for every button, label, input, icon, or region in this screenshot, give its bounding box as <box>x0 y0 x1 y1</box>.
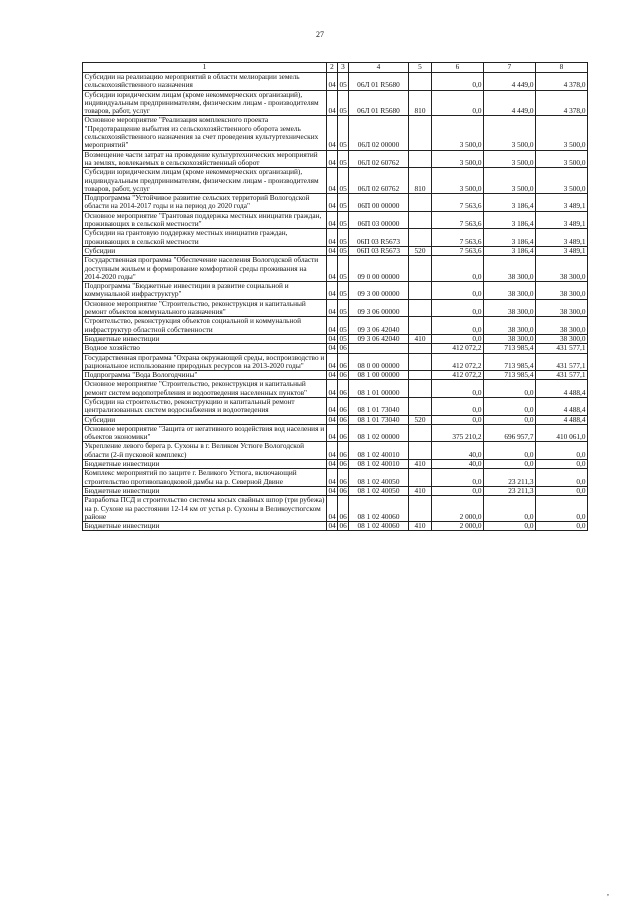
row-name: Субсидии юридическим лицам (кроме некоммерческих организаций), индивидуальным предпринимателям, физическим лицам - производителям товаров, работ, услуг <box>83 168 327 194</box>
row-name: Субсидии на реализацию мероприятий в области мелиорации земель сельскохозяйственного назначения <box>83 73 327 91</box>
row-subsection-code: 05 <box>339 334 347 343</box>
table-row <box>83 460 588 469</box>
row-amount-year2: 3 500,0 <box>484 168 536 194</box>
row-amount-year2: 696 957,7 <box>484 424 536 442</box>
row-amount-year3: 3 500,0 <box>536 150 588 168</box>
row-target-code: 06Л 02 60762 <box>349 150 409 168</box>
row-section-code: 04 <box>327 353 338 371</box>
row-target-code: 09 3 00 00000 <box>349 282 409 300</box>
row-expense-type: 410 <box>409 522 432 531</box>
table-row <box>83 353 588 371</box>
row-amount-year1: 0,0 <box>432 380 484 398</box>
row-section-code: 04 <box>327 211 338 229</box>
row-amount-year1: 0,0 <box>432 486 484 495</box>
row-amount-year1: 0,0 <box>432 73 484 91</box>
row-amount-year2: 0,0 <box>484 397 536 415</box>
row-expense-type <box>409 469 432 487</box>
row-section-code: 04 <box>327 194 338 212</box>
row-target-code: 06Л 01 R5680 <box>349 73 409 91</box>
row-expense-type <box>409 397 432 415</box>
row-amount-year2: 0,0 <box>484 415 536 424</box>
row-amount-year1: 0,0 <box>432 415 484 424</box>
row-target-code: 08 1 02 40010 <box>349 442 409 460</box>
row-section-code: 04 <box>327 90 338 116</box>
row-amount-year2: 23 211,3 <box>484 486 536 495</box>
row-amount-year3: 0,0 <box>536 522 588 531</box>
table-row <box>83 256 588 282</box>
row-name: Субсидии на грантовую поддержку местных инициатив граждан, проживающих в сельской местности <box>83 229 327 247</box>
row-amount-year1: 412 072,2 <box>432 344 484 353</box>
row-amount-year3: 431 577,1 <box>536 353 588 371</box>
row-section-code: 04 <box>328 334 336 343</box>
row-subsection-code: 06 <box>338 496 349 522</box>
row-amount-year1: 3 500,0 <box>432 150 484 168</box>
row-subsection-code: 05 <box>338 116 349 150</box>
budget-table <box>82 62 588 531</box>
row-amount-year3: 3 500,0 <box>536 168 588 194</box>
row-target-code: 08 1 02 00000 <box>349 424 409 442</box>
column-header: 7 <box>484 63 536 73</box>
row-target-code: 09 3 06 00000 <box>349 299 409 317</box>
row-amount-year1: 7 563,6 <box>432 194 484 212</box>
row-amount-year2: 38 300,0 <box>484 256 536 282</box>
row-amount-year2: 0,0 <box>484 522 536 531</box>
row-amount-year1: 2 000,0 <box>432 496 484 522</box>
row-target-code: 08 1 01 73040 <box>349 397 409 415</box>
row-subsection-code: 06 <box>339 343 347 353</box>
row-expense-type <box>409 229 432 247</box>
row-amount-year3: 0,0 <box>536 486 588 495</box>
row-expense-type: 810 <box>409 90 432 116</box>
row-amount-year1: 0,0 <box>432 282 484 300</box>
row-target-code: 06Л 01 R5680 <box>349 90 409 116</box>
row-amount-year1: 40,0 <box>432 460 484 469</box>
row-name: Основное мероприятие "Реализация комплексного проекта "Предотвращение выбытия из сельскохозяйственного оборота земель сельскохозяйственного назначения за счет проведения культуртехнических мероприятий" <box>83 116 327 150</box>
row-name: Бюджетные инвестиции <box>83 460 327 469</box>
table-row <box>83 299 588 317</box>
row-section-code: 04 <box>327 397 338 415</box>
row-section-code: 04 <box>327 380 338 398</box>
table-row <box>83 522 588 531</box>
row-section-code: 04 <box>328 246 336 255</box>
row-amount-year2: 713 985,4 <box>484 371 536 380</box>
table-row <box>83 194 588 212</box>
row-subsection-code: 05 <box>338 211 349 229</box>
row-expense-type: 810 <box>409 168 432 194</box>
row-target-code: 06П 03 R5673 <box>349 246 409 255</box>
row-target-code: 08 1 01 73040 <box>349 415 409 424</box>
row-expense-type <box>409 256 432 282</box>
row-amount-year3: 0,0 <box>536 442 588 460</box>
row-amount-year3: 38 300,0 <box>536 334 588 343</box>
row-subsection-code: 06 <box>338 353 349 371</box>
row-section-code: 04 <box>327 299 338 317</box>
row-target-code: 09 3 06 42040 <box>349 317 409 335</box>
table-row <box>83 73 588 91</box>
table-row <box>83 116 588 150</box>
row-amount-year1: 40,0 <box>432 442 484 460</box>
row-amount-year2: 4 449,0 <box>484 90 536 116</box>
row-name: Подпрограмма "Бюджетные инвестиции в развитие социальной и коммунальной инфраструктур" <box>83 282 327 300</box>
row-amount-year2: 3 500,0 <box>484 150 536 168</box>
table-row <box>83 380 588 398</box>
row-expense-type: 410 <box>409 486 432 495</box>
column-header: 8 <box>536 63 588 73</box>
row-target-code: 06Л 02 60762 <box>349 168 409 194</box>
row-name: Субсидии <box>83 415 327 424</box>
row-section-code: 04 <box>327 116 338 150</box>
row-amount-year2: 38 300,0 <box>484 282 536 300</box>
row-subsection-code: 05 <box>338 282 349 300</box>
row-name: Субсидии на строительство, реконструкцию и капитальный ремонт централизованных систем водоснабжения и водоотведения <box>83 397 327 415</box>
page-number: 27 <box>316 30 324 39</box>
row-amount-year3: 4 488,4 <box>536 380 588 398</box>
row-amount-year2: 0,0 <box>484 442 536 460</box>
row-subsection-code: 05 <box>338 168 349 194</box>
row-target-code: 08 1 02 40060 <box>349 522 409 531</box>
row-subsection-code: 06 <box>338 397 349 415</box>
row-amount-year2: 3 186,4 <box>484 211 536 229</box>
row-amount-year3: 3 489,1 <box>536 246 588 255</box>
row-amount-year1: 0,0 <box>432 299 484 317</box>
table-row <box>83 168 588 194</box>
row-subsection-code: 05 <box>338 299 349 317</box>
row-target-code: 08 1 02 40060 <box>349 496 409 522</box>
row-amount-year3: 38 300,0 <box>536 256 588 282</box>
row-amount-year2: 4 449,0 <box>484 73 536 91</box>
column-header: 4 <box>349 63 409 73</box>
row-amount-year1: 0,0 <box>432 317 484 335</box>
row-amount-year1: 3 500,0 <box>432 116 484 150</box>
column-header: 6 <box>432 63 484 73</box>
row-target-code: 06Л 02 00000 <box>349 116 409 150</box>
row-expense-type <box>409 150 432 168</box>
row-section-code: 04 <box>327 282 338 300</box>
table-row <box>83 442 588 460</box>
row-target-code: 08 1 01 00000 <box>349 380 409 398</box>
table-row <box>83 486 588 495</box>
row-expense-type <box>409 194 432 212</box>
row-section-code: 04 <box>328 343 336 353</box>
row-amount-year2: 3 186,4 <box>484 194 536 212</box>
row-amount-year2: 23 211,3 <box>484 469 536 487</box>
row-section-code: 04 <box>328 370 336 380</box>
row-section-code: 04 <box>327 496 338 522</box>
row-subsection-code: 05 <box>338 317 349 335</box>
row-amount-year1: 375 210,2 <box>432 424 484 442</box>
column-header: 2 <box>327 63 338 73</box>
row-subsection-code: 06 <box>339 459 347 469</box>
row-amount-year3: 3 489,1 <box>536 211 588 229</box>
row-amount-year2: 0,0 <box>484 460 536 469</box>
row-section-code: 04 <box>328 459 336 469</box>
scan-mark: , <box>607 888 609 897</box>
row-section-code: 04 <box>327 168 338 194</box>
row-name: Основное мероприятие "Грантовая поддержка местных инициатив граждан, проживающих в сельской местности" <box>83 211 327 229</box>
row-amount-year2: 713 985,4 <box>484 344 536 353</box>
row-section-code: 04 <box>327 150 338 168</box>
row-expense-type <box>409 344 432 353</box>
row-name: Разработка ПСД и строительство системы косых свайных шпор (три рубежа) на р. Сухоне на расстоянии 12-14 км от устья р. Сухоны в Великоустюгском районе <box>83 496 327 522</box>
table-row <box>83 371 588 380</box>
row-section-code: 04 <box>327 442 338 460</box>
row-amount-year2: 38 300,0 <box>484 334 536 343</box>
row-amount-year2: 38 300,0 <box>484 317 536 335</box>
row-target-code: 09 0 00 00000 <box>349 256 409 282</box>
row-subsection-code: 06 <box>339 415 347 424</box>
row-expense-type <box>409 353 432 371</box>
table-row <box>83 246 588 255</box>
table-row <box>83 90 588 116</box>
row-amount-year3: 3 489,1 <box>536 229 588 247</box>
row-amount-year1: 0,0 <box>432 90 484 116</box>
row-amount-year2: 0,0 <box>484 380 536 398</box>
row-name: Субсидии юридическим лицам (кроме некоммерческих организаций), индивидуальным предпринимателям, физическим лицам - производителям товаров, работ, услуг <box>83 90 327 116</box>
table-row <box>83 334 588 343</box>
row-amount-year2: 3 186,4 <box>484 246 536 255</box>
row-subsection-code: 05 <box>339 246 347 255</box>
row-name: Основное мероприятие "Защита от негативного воздействия вод населения и объектов экономики" <box>83 424 327 442</box>
row-section-code: 04 <box>328 415 336 424</box>
column-header: 5 <box>409 63 432 73</box>
row-name: Возмещение части затрат на проведение культуртехнических мероприятий на землях, вовлекаемых в сельскохозяйственный оборот <box>83 150 327 168</box>
row-subsection-code: 05 <box>338 90 349 116</box>
row-name: Бюджетные инвестиции <box>83 334 327 343</box>
table-row <box>83 150 588 168</box>
row-amount-year2: 3 500,0 <box>484 116 536 150</box>
row-subsection-code: 06 <box>339 521 347 531</box>
row-amount-year1: 0,0 <box>432 256 484 282</box>
row-amount-year3: 0,0 <box>536 496 588 522</box>
row-target-code: 08 1 02 40050 <box>349 486 409 495</box>
row-expense-type <box>409 424 432 442</box>
table-row <box>83 317 588 335</box>
row-expense-type: 520 <box>409 246 432 255</box>
row-name: Бюджетные инвестиции <box>83 486 327 495</box>
table-row <box>83 211 588 229</box>
row-subsection-code: 05 <box>338 229 349 247</box>
table-row <box>83 424 588 442</box>
table-row <box>83 415 588 424</box>
row-expense-type <box>409 442 432 460</box>
row-amount-year1: 0,0 <box>432 334 484 343</box>
row-subsection-code: 06 <box>339 486 347 495</box>
row-amount-year3: 38 300,0 <box>536 282 588 300</box>
row-subsection-code: 06 <box>338 380 349 398</box>
row-amount-year3: 0,0 <box>536 469 588 487</box>
row-subsection-code: 05 <box>338 256 349 282</box>
row-target-code: 06П 03 00000 <box>349 211 409 229</box>
row-section-code: 04 <box>327 256 338 282</box>
row-name: Подпрограмма "Вода Вологодчины" <box>83 371 327 380</box>
table-row <box>83 397 588 415</box>
row-target-code: 08 0 00 00000 <box>349 353 409 371</box>
row-section-code: 04 <box>327 229 338 247</box>
row-expense-type: 410 <box>409 334 432 343</box>
row-name: Основное мероприятие "Строительство, реконструкция и капитальный ремонт объектов коммунального назначения" <box>83 299 327 317</box>
row-amount-year1: 0,0 <box>432 469 484 487</box>
row-expense-type: 520 <box>409 415 432 424</box>
row-name: Основное мероприятие "Строительство, реконструкция и капитальный ремонт систем водопотребления и водоотведения населенных пунктов" <box>83 380 327 398</box>
row-target-code: 08 1 02 40010 <box>349 460 409 469</box>
row-amount-year1: 412 072,2 <box>432 371 484 380</box>
row-section-code: 04 <box>327 73 338 91</box>
row-amount-year2: 38 300,0 <box>484 299 536 317</box>
row-amount-year3: 4 488,4 <box>536 397 588 415</box>
row-section-code: 04 <box>327 317 338 335</box>
row-name: Субсидии <box>83 246 327 255</box>
row-subsection-code: 06 <box>338 424 349 442</box>
row-section-code: 04 <box>327 424 338 442</box>
table-row <box>83 469 588 487</box>
row-expense-type <box>409 211 432 229</box>
row-amount-year3: 0,0 <box>536 460 588 469</box>
row-expense-type <box>409 380 432 398</box>
row-target-code <box>349 344 409 353</box>
row-amount-year3: 431 577,1 <box>536 371 588 380</box>
row-name: Государственная программа "Обеспечение населения Вологодской области доступным жильем и формирование комфортной среды проживания на 2014-2020 годы" <box>83 256 327 282</box>
row-amount-year3: 4 378,0 <box>536 73 588 91</box>
table-row <box>83 282 588 300</box>
row-target-code: 08 1 02 40050 <box>349 469 409 487</box>
row-amount-year3: 4 378,0 <box>536 90 588 116</box>
row-amount-year3: 38 300,0 <box>536 317 588 335</box>
row-subsection-code: 06 <box>338 442 349 460</box>
table-row <box>83 344 588 353</box>
row-expense-type <box>409 371 432 380</box>
row-name: Государственная программа "Охрана окружающей среды, воспроизводство и рациональное использование природных ресурсов на 2013-2020 годы" <box>83 353 327 371</box>
table-row <box>83 496 588 522</box>
row-expense-type <box>409 299 432 317</box>
row-subsection-code: 05 <box>338 73 349 91</box>
row-amount-year3: 38 300,0 <box>536 299 588 317</box>
row-amount-year2: 3 186,4 <box>484 229 536 247</box>
row-subsection-code: 05 <box>338 194 349 212</box>
table-header-row <box>83 63 588 73</box>
row-target-code: 08 1 00 00000 <box>349 371 409 380</box>
row-amount-year3: 4 488,4 <box>536 415 588 424</box>
table-row <box>83 229 588 247</box>
row-name: Укрепление левого берега р. Сухоны в г. Великом Устюге Вологодской области (2-й пусковой комплекс) <box>83 442 327 460</box>
row-name: Комплекс мероприятий по защите г. Великого Устюга, включающий строительство противопаводковой дамбы на р. Северной Двине <box>83 469 327 487</box>
table-body <box>83 73 588 531</box>
row-target-code: 06П 03 R5673 <box>349 229 409 247</box>
row-subsection-code: 06 <box>339 370 347 380</box>
row-expense-type <box>409 282 432 300</box>
row-expense-type <box>409 73 432 91</box>
row-amount-year2: 713 985,4 <box>484 353 536 371</box>
column-header: 3 <box>338 63 349 73</box>
row-amount-year1: 7 563,6 <box>432 211 484 229</box>
row-section-code: 04 <box>328 521 336 531</box>
row-expense-type <box>409 496 432 522</box>
row-amount-year2: 0,0 <box>484 496 536 522</box>
column-header: 1 <box>83 63 327 73</box>
row-expense-type: 410 <box>409 460 432 469</box>
row-amount-year3: 431 577,1 <box>536 344 588 353</box>
row-expense-type <box>409 116 432 150</box>
row-section-code: 04 <box>327 469 338 487</box>
row-target-code: 06П 00 00000 <box>349 194 409 212</box>
row-subsection-code: 05 <box>338 150 349 168</box>
row-section-code: 04 <box>328 486 336 495</box>
row-amount-year1: 7 563,6 <box>432 229 484 247</box>
row-amount-year1: 7 563,6 <box>432 246 484 255</box>
row-amount-year1: 0,0 <box>432 397 484 415</box>
row-name: Подпрограмма "Устойчивое развитие сельских территорий Вологодской области на 2014-2017 годы и на период до 2020 года" <box>83 194 327 212</box>
row-amount-year1: 3 500,0 <box>432 168 484 194</box>
row-amount-year1: 412 072,2 <box>432 353 484 371</box>
row-expense-type <box>409 317 432 335</box>
row-target-code: 09 3 06 42040 <box>349 334 409 343</box>
row-amount-year3: 3 489,1 <box>536 194 588 212</box>
row-amount-year1: 2 000,0 <box>432 522 484 531</box>
row-name: Строительство, реконструкция объектов социальной и коммунальной инфраструктур областной собственности <box>83 317 327 335</box>
row-name: Бюджетные инвестиции <box>83 522 327 531</box>
row-subsection-code: 06 <box>338 469 349 487</box>
row-name: Водное хозяйство <box>83 344 327 353</box>
row-amount-year3: 3 500,0 <box>536 116 588 150</box>
row-amount-year3: 410 061,0 <box>536 424 588 442</box>
